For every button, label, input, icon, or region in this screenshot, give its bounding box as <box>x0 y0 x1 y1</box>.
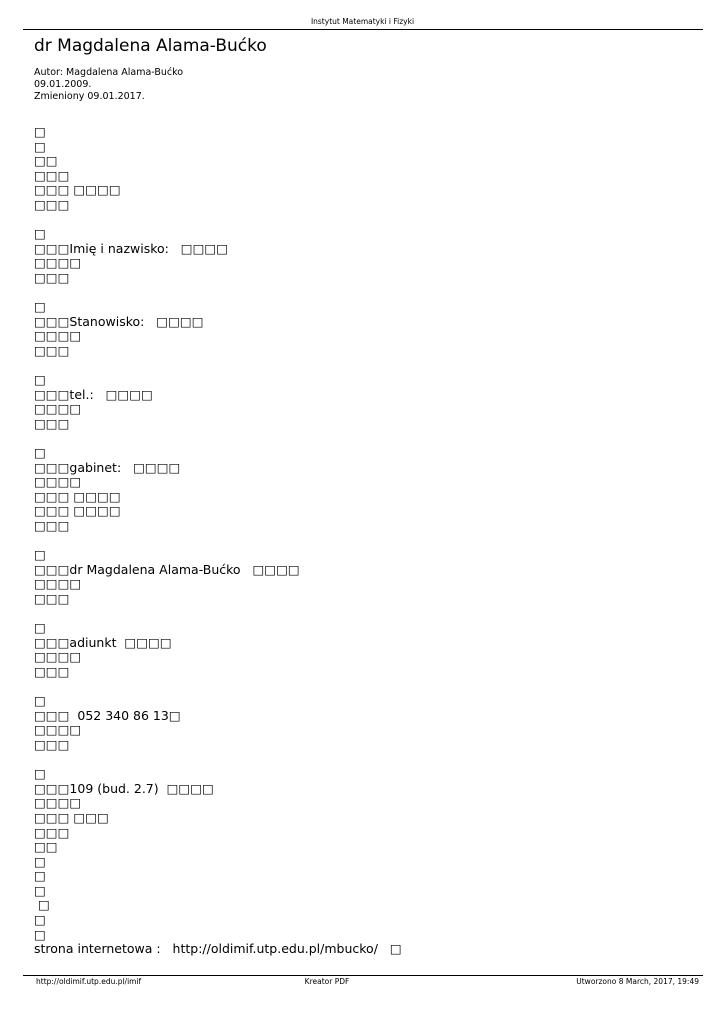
content-line: □□□dr Magdalena Alama-Bućko □□□□ <box>34 561 300 577</box>
content-line: □□□□ <box>34 474 82 490</box>
content-line: □□□ □□□ <box>34 809 109 825</box>
content-line: □□□□ <box>34 576 82 592</box>
content-line: □□□gabinet: □□□□ <box>34 459 181 475</box>
content-line: □ <box>34 445 46 461</box>
content-line: □□□□ <box>34 401 82 417</box>
blank-line <box>34 213 694 228</box>
blank-line <box>34 753 694 768</box>
content-line: □ <box>34 138 46 154</box>
blank-line <box>34 286 694 301</box>
content-line: □ <box>34 226 46 242</box>
content-line: □ <box>34 868 46 884</box>
content-line: □ <box>34 299 46 315</box>
content-line: □ <box>34 547 46 563</box>
content-line: □□ <box>34 839 58 855</box>
blank-line <box>34 431 694 446</box>
content-line: □ <box>34 620 46 636</box>
content-line: □ <box>34 882 46 898</box>
content-line: □ <box>34 693 46 709</box>
footer-timestamp: Utworzono 8 March, 2017, 19:49 <box>576 977 699 986</box>
content-line: □□□□ <box>34 649 82 665</box>
content-line: □□□ □□□□ <box>34 488 121 504</box>
content-line: □□□ <box>34 663 70 679</box>
content-line: □□□adiunkt □□□□ <box>34 634 172 650</box>
content-line: □ <box>34 912 46 928</box>
blank-line <box>34 534 694 549</box>
content-line: □□ <box>34 153 58 169</box>
content-line: □□□tel.: □□□□ <box>34 386 153 402</box>
content-line: □□□ □□□□ <box>34 503 121 519</box>
page-title: dr Magdalena Alama-Bućko <box>34 36 267 56</box>
content-line: □□□ <box>34 824 70 840</box>
content-line: □ <box>34 897 50 913</box>
created-date: 09.01.2009. <box>34 79 92 90</box>
content-line: □□□□ <box>34 795 82 811</box>
document-meta <box>34 67 183 103</box>
content-line: □ <box>34 853 46 869</box>
content-line: □□□ <box>34 736 70 752</box>
content-line: □□□ □□□□ <box>34 182 121 198</box>
content-line: □□□ <box>34 342 70 358</box>
header-divider <box>23 29 703 30</box>
content-line: □□□ <box>34 415 70 431</box>
footer-divider <box>23 975 703 976</box>
content-line: □□□□ <box>34 722 82 738</box>
content-line: □ <box>34 124 46 139</box>
footer-url: http://oldimif.utp.edu.pl/imif <box>36 977 142 986</box>
modified-date: Zmieniony 09.01.2017. <box>34 91 145 102</box>
document-body <box>34 125 694 957</box>
blank-line <box>34 680 694 695</box>
content-line: □□□ <box>34 591 70 606</box>
content-line: □□□□ <box>34 255 82 271</box>
content-line: strona internetowa : http://oldimif.utp.edu.pl/mbucko/ □ <box>34 941 402 957</box>
blank-line <box>34 359 694 374</box>
content-line: □□□ 052 340 86 13□ <box>34 707 181 723</box>
page-header: Instytut Matematyki i Fizyki <box>310 17 415 26</box>
content-line: □□□109 (bud. 2.7) □□□□ <box>34 780 214 796</box>
content-line: □ <box>34 766 46 782</box>
blank-line <box>34 607 694 622</box>
content-line: □□□□ <box>34 328 82 344</box>
content-line: □□□Stanowisko: □□□□ <box>34 313 204 329</box>
author-line: Autor: Magdalena Alama-Bućko <box>34 67 184 78</box>
content-line: □□□ <box>34 196 70 212</box>
footer-generator: Kreator PDF <box>304 977 350 986</box>
content-line: □ <box>34 926 46 942</box>
content-line: □□□ <box>34 167 70 183</box>
content-line: □□□ <box>34 518 70 534</box>
content-line: □□□Imię i nazwisko: □□□□ <box>34 240 229 256</box>
content-line: □ <box>34 372 46 388</box>
content-line: □□□ <box>34 269 70 285</box>
